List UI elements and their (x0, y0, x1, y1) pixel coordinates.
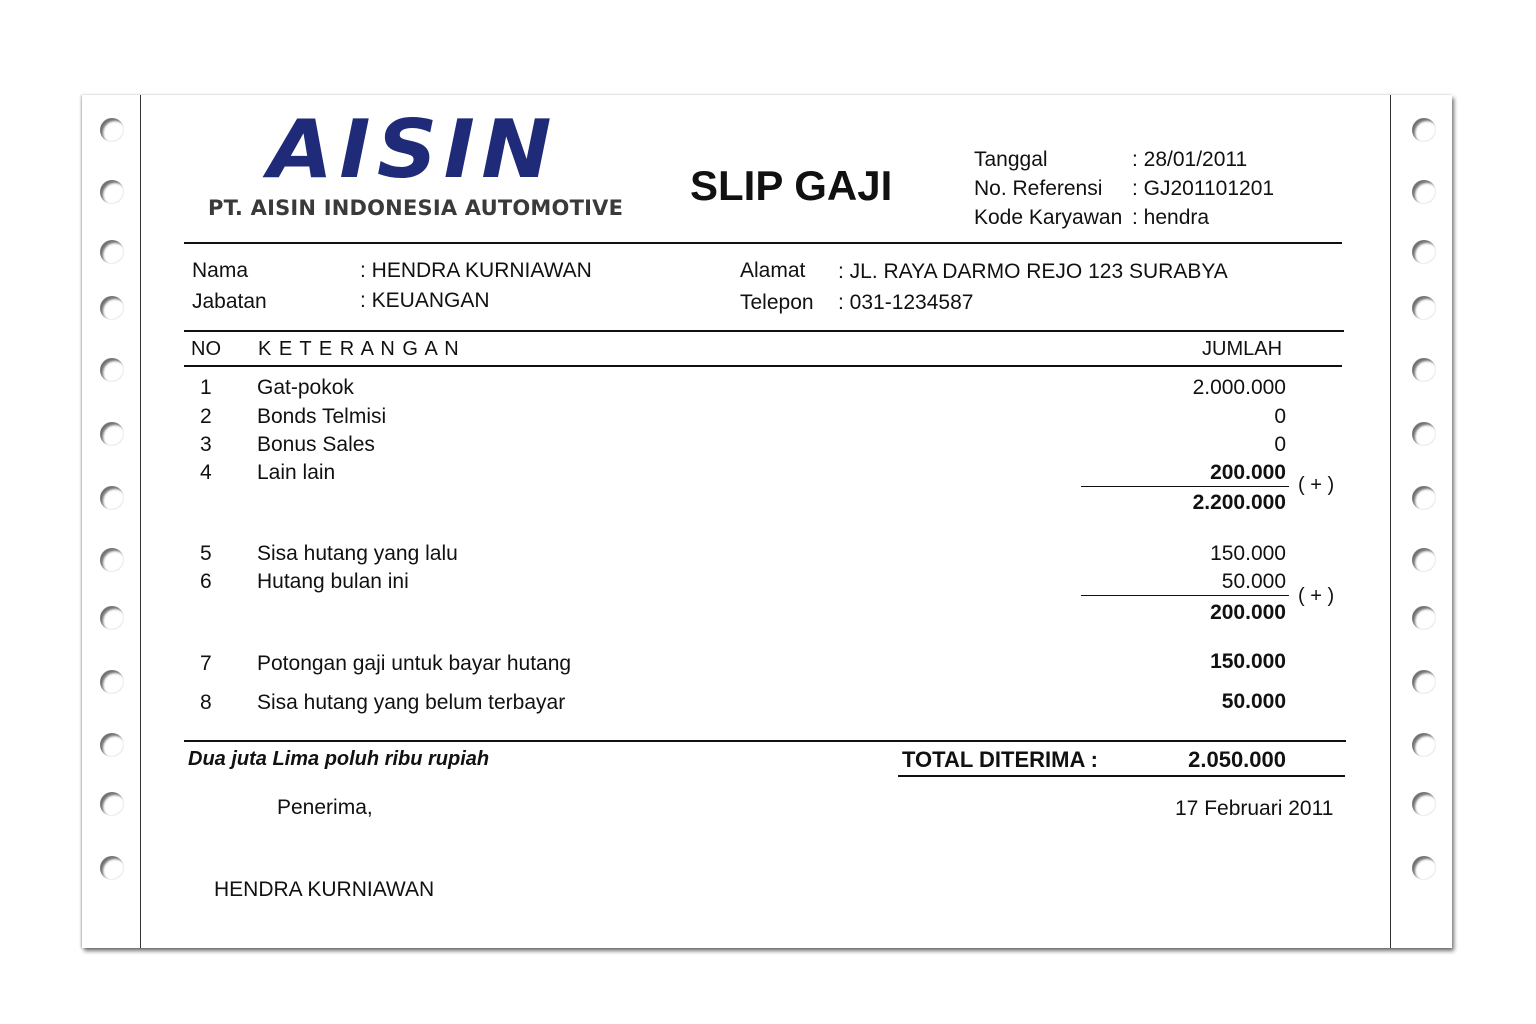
item-desc: Bonds Telmisi (257, 405, 387, 428)
feed-hole (100, 670, 124, 694)
item-amount: 50.000 (1221, 690, 1286, 713)
feed-hole (1412, 422, 1436, 446)
item-desc: Hutang bulan ini (257, 570, 409, 593)
item-desc: Gat-pokok (257, 376, 354, 399)
subtotal-income: 2.200.000 (1192, 491, 1286, 514)
feed-hole (100, 792, 124, 816)
subtotal-debt: 200.000 (1210, 601, 1286, 624)
item-no: 2 (200, 405, 212, 428)
item-no: 7 (200, 652, 212, 675)
plus-sign: ( + ) (1298, 474, 1335, 496)
total-value: 2.050.000 (1188, 747, 1286, 772)
nama-label: Nama (192, 259, 249, 282)
right-perforation-line (1390, 95, 1391, 948)
jabatan-value: : KEUANGAN (360, 289, 490, 312)
nama-value: : HENDRA KURNIAWAN (360, 259, 592, 282)
feed-hole (1412, 606, 1436, 630)
feed-hole (1412, 792, 1436, 816)
feed-hole (1412, 548, 1436, 572)
feed-hole (1412, 296, 1436, 320)
item-amount: 2.000.000 (1192, 376, 1286, 399)
feed-hole (100, 548, 124, 572)
item-amount: 150.000 (1210, 542, 1286, 565)
subtotal-debt-rule (1081, 595, 1289, 596)
feed-hole (1412, 486, 1436, 510)
penerima-label: Penerima, (277, 796, 373, 819)
table-top-divider (184, 330, 1344, 332)
item-no: 6 (200, 570, 212, 593)
alamat-value: : JL. RAYA DARMO REJO 123 SURABYA (838, 260, 1228, 283)
subtotal-income-rule (1081, 486, 1289, 487)
plus-sign: ( + ) (1298, 585, 1335, 607)
footer-divider (184, 740, 1346, 742)
feed-hole (1412, 856, 1436, 880)
header-divider (184, 242, 1342, 244)
item-desc: Lain lain (257, 461, 336, 484)
telepon-value: : 031-1234587 (838, 291, 974, 314)
item-desc: Bonus Sales (257, 433, 375, 456)
alamat-label: Alamat (740, 259, 806, 282)
total-underline (898, 775, 1345, 777)
document-title: SLIP GAJI (690, 162, 893, 209)
feed-hole (100, 422, 124, 446)
kode-label: Kode Karyawan (974, 206, 1123, 229)
item-amount: 150.000 (1210, 650, 1286, 673)
kode-value: : hendra (1132, 206, 1210, 229)
feed-hole (100, 606, 124, 630)
feed-hole (100, 733, 124, 757)
total-label: TOTAL DITERIMA : (902, 747, 1098, 772)
feed-hole (1412, 670, 1436, 694)
feed-hole (1412, 733, 1436, 757)
feed-hole (100, 856, 124, 880)
item-desc: Sisa hutang yang belum terbayar (257, 691, 566, 714)
feed-hole (100, 358, 124, 382)
item-amount: 200.000 (1210, 461, 1286, 484)
ref-label: No. Referensi (974, 177, 1103, 200)
left-perforation-line (140, 95, 141, 948)
item-no: 5 (200, 542, 212, 565)
company-name: PT. AISIN INDONESIA AUTOMOTIVE (208, 196, 624, 220)
tanggal-value: : 28/01/2011 (1132, 148, 1248, 171)
col-jumlah-header: JUMLAH (1202, 338, 1283, 360)
feed-hole (100, 240, 124, 264)
item-no: 3 (200, 433, 212, 456)
item-no: 8 (200, 691, 212, 714)
item-amount: 0 (1274, 405, 1286, 428)
feed-hole (1412, 240, 1436, 264)
tanggal-label: Tanggal (974, 148, 1048, 171)
feed-hole (100, 486, 124, 510)
item-no: 1 (200, 376, 212, 399)
item-amount: 50.000 (1221, 570, 1286, 593)
item-desc: Sisa hutang yang lalu (257, 542, 458, 565)
feed-hole (100, 180, 124, 204)
item-amount: 0 (1274, 433, 1286, 456)
col-no-header: NO (191, 338, 221, 360)
item-no: 4 (200, 461, 212, 484)
col-keterangan-header: K E T E R A N G A N (258, 338, 460, 360)
feed-hole (100, 296, 124, 320)
feed-hole (100, 118, 124, 142)
telepon-label: Telepon (740, 291, 814, 314)
feed-hole (1412, 358, 1436, 382)
amount-in-words: Dua juta Lima poluh ribu rupiah (188, 748, 490, 770)
table-header-divider (184, 365, 1342, 367)
ref-value: : GJ201101201 (1132, 177, 1275, 200)
item-desc: Potongan gaji untuk bayar hutang (257, 652, 572, 675)
feed-hole (1412, 118, 1436, 142)
company-logo: AISIN (268, 103, 558, 196)
signatory-name: HENDRA KURNIAWAN (214, 878, 435, 901)
jabatan-label: Jabatan (192, 290, 267, 313)
payslip-date: 17 Februari 2011 (1175, 797, 1334, 820)
feed-hole (1412, 180, 1436, 204)
